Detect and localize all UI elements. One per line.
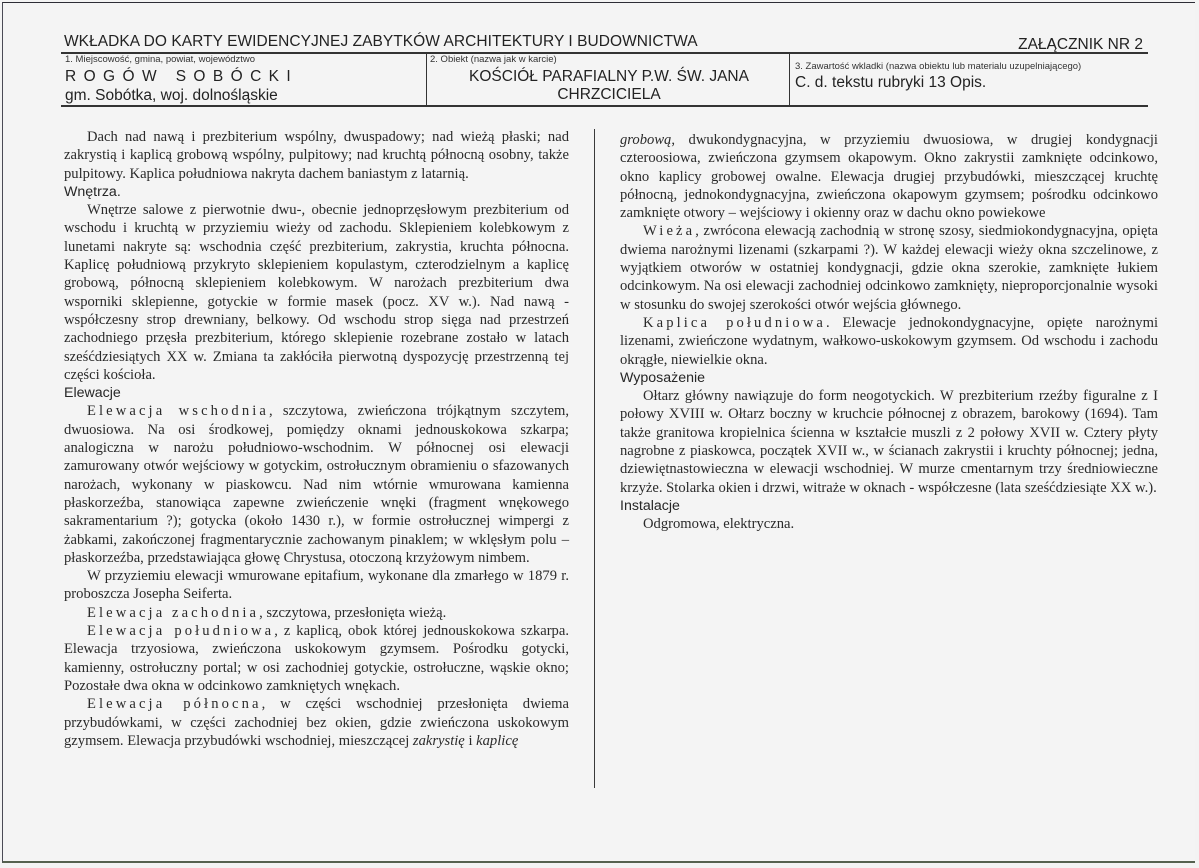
header-bottom-rule (61, 105, 1148, 107)
tower-paragraph (620, 222, 1158, 313)
object-field-label: 2. Obiekt (nazwa jak w karcie) (430, 54, 557, 65)
east-elevation-lead: Elewacja wschodnia (87, 403, 269, 420)
annex-number: ZAŁĄCZNIK NR 2 (1018, 36, 1143, 53)
header-divider-1 (426, 53, 427, 105)
north-elevation-text: , w części wschodniej przesłonięta dwiema przybudówkami, w części zachodniej bez okien, gdzie zwieńczona uskokowym gzymsem. Elewacja przybudówki wschodniej, mieszczącej (64, 696, 569, 749)
left-text-column (64, 128, 569, 750)
south-elevation-text: , z kaplicą, obok której jednouskokowa szkarpa. Elewacja trzyosiowa, zwieńczona uskokowym gzymsem. Pośrodku gotycki, kamienny, ostrołuczny portal; w osi zachodniej gotyckie, ostrołuczne, wąskie okno; Pozostałe dwa okna w odcinkowo zamkniętych wnękach. (64, 623, 569, 694)
epitaph-paragraph: W przyziemiu elewacji wmurowane epitafium, wykonane dla zmarłego w 1879 r. proboszcza Josepha Seiferta. (64, 568, 569, 603)
tower-text: , zwrócona elewacją zachodnią w stronę szosy, siedmiokondygnacyjna, opięta dwiema narożnymi lizenami (szkarpami ?). W każdej elewacji wieży okna szczelinowe, z wyjątkiem otworów w ostatniej kondygnacji, gdzie okna szerokie, zamknięte łukiem odcinkowym. Na osi elewacji zachodniej odcinkowo zamknięty, nieproporcjonalnie wysoki w stosunku do swojej szerokości otwór wejścia głównego. (620, 223, 1158, 313)
west-elevation-paragraph (64, 604, 569, 622)
italic-term-chapel: kaplicę (476, 732, 519, 749)
west-elevation-lead: Elewacja zachodnia (87, 604, 260, 621)
column-divider (594, 129, 595, 788)
document-page (2, 2, 1195, 863)
right-text-column (620, 131, 1158, 534)
object-name-line2: CHRZCICIELA (557, 86, 661, 103)
north-elevation-lead: Elewacja północna (87, 696, 262, 713)
south-elevation-lead: Elewacja południowa (87, 623, 275, 640)
tower-lead: Wieża (643, 223, 696, 240)
section-heading-interior: Wnętrza. (64, 183, 121, 200)
insert-contents-value: C. d. tekstu rubryki 13 Opis. (795, 74, 987, 91)
continuation-paragraph (620, 131, 1158, 222)
section-heading-elevations: Elewacje (64, 385, 121, 402)
roof-paragraph: Dach nad nawą i prezbiterium wspólny, dwuspadowy; nad wieżą płaski; nad zakrystią i kaplicą grobową wspólny, pulpitowy; nad kruchtą północną osobny, także pulpitowy. Kaplica południowa nakryta dachem baniastym z latarnią. (64, 129, 569, 182)
north-elevation-paragraph (64, 695, 569, 750)
south-chapel-text: . Elewacje jednokondygnacyjne, opięte narożnymi lizenami, zwieńczone wydatnym, wałkowo-uskokowym gzymsem. Od wschodu i zachodu okrągłe, niewielkie okna. (620, 314, 1158, 368)
conjunction: i (464, 732, 477, 749)
interior-paragraph: Wnętrze salowe z pierwotnie dwu-, obecnie jednoprzęsłowym prezbiterium od wschodu i kruchtą w przyziemiu wieży od zachodu. Sklepieniem kolebkowym z lunetami nakryte są: wschodnia część prezbiterium, zakrystia, kruchta północna. Kaplicę południową przykryto sklepieniem kopulastym, czterodzielnym a kaplicę grobową, północną sklepieniem kolebkowym. W narożach prezbiterium dwa wsporniki sklepienne, gotyckie w formie masek (pocz. XV w.). Nad nawą - współczesny strop drewniany, belkowy. Od wschodu strop sięga nad przestrzeń zachodniego przęsła prezbiterium, którego sklepienie rozebrane zostało w latach sześćdziesiątych XX w. Zmiana ta zakłóciła pierwotną dyspozycję przestrzenną tej części kościoła. (64, 202, 569, 383)
italic-term-sacristy: zakrystię (412, 732, 465, 749)
south-chapel-lead: Kaplica południowa (643, 314, 826, 331)
furnishing-paragraph: Ołtarz główny nawiązuje do form neogotyckich. W prezbiterium rzeźby figuralne z I połowy XVIII w. Ołtarz boczny w kruchcie północnej z obrazem, barokowy (1694). Tam także granitowa kropielnica ścienna w kształcie muszli z 2 połowy XVII w. Cztery płyty nagrobne z piaskowca, początek XVII w., w ścianach zakrystii i kruchty północnej; jedna, dziewiętnastowieczna w elewacji wschodniej. W murze cmentarnym trzy średniowieczne krzyże. Stolarka okien i drzwi, witraże w oknach - współczesne (lata sześćdziesiąte XX w.). (620, 388, 1158, 496)
object-name-line1: KOŚCIÓŁ PARAFIALNY P.W. ŚW. JANA (469, 68, 749, 85)
location-place-name: ROGÓW SOBÓCKI (65, 68, 299, 85)
east-elevation-text: , szczytowa, zwieńczona trójkątnym szczytem, dwuosiowa. Na osi środkowej, pomiędzy oknami jednouskokowa szkarpa; analogiczna w narożu południowo-wschodnim. W północnej osi elewacji zamurowany otwór wejściowy w gotyckim, ostrołucznym obramieniu o sfazowanych narożach, wykonany w piaskowcu. Nad nim wtórnie wmurowana kamienna płaskorzeźba, stanowiąca zapewne zwieńczenie wnęki (fragment wnękowego sakramentarium ?); gotycka (około 1430 r.), w formie ostrołucznej wimpergi z żabkami, zakończonej fragmentarycznie zachowanym pinaklem; w wklęsłym polu – płaskorzeźba, przedstawiająca głowę Chrystusa, otoczoną krzyżowym nimbem. (64, 403, 569, 566)
installations-paragraph: Odgromowa, elektryczna. (643, 516, 795, 533)
location-field-label: 1. Miejscowość, gmina, powiat, województwo (65, 54, 256, 65)
west-elevation-text: , szczytowa, przesłonięta wieżą. (259, 604, 447, 621)
south-elevation-paragraph (64, 622, 569, 695)
section-heading-furnishing: Wyposażenie (620, 369, 706, 386)
insert-contents-label: 3. Zawartość wkladki (nazwa obiektu lub materialu uzupelniającego) (795, 61, 1082, 72)
section-heading-installations: Instalacje (620, 497, 680, 514)
continuation-text: , dwukondygnacyjna, w przyziemiu dwuosiowa, w drugiej kondygnacji czteroosiowa, zwieńczona gzymsem okapowym. Okno zakrystii zamknięte odcinkowo, okno kaplicy grobowej owalne. Elewacja drugiej przybudówki, mieszczącej kruchtę północną, jednokondygnacyjna, zwieńczona okapowym gzymsem; pośrodku odcinkowo zamknięte otwory – wejściowy i okienny oraz w dachu okno powiekowe (620, 132, 1158, 222)
south-chapel-paragraph (620, 314, 1158, 369)
italic-term-burial: grobową (620, 132, 672, 148)
location-district: gm. Sobótka, woj. dolnośląskie (65, 87, 278, 104)
form-title: WKŁADKA DO KARTY EWIDENCYJNEJ ZABYTKÓW ARCHITEKTURY I BUDOWNICTWA (64, 33, 698, 50)
east-elevation-paragraph (64, 402, 569, 567)
